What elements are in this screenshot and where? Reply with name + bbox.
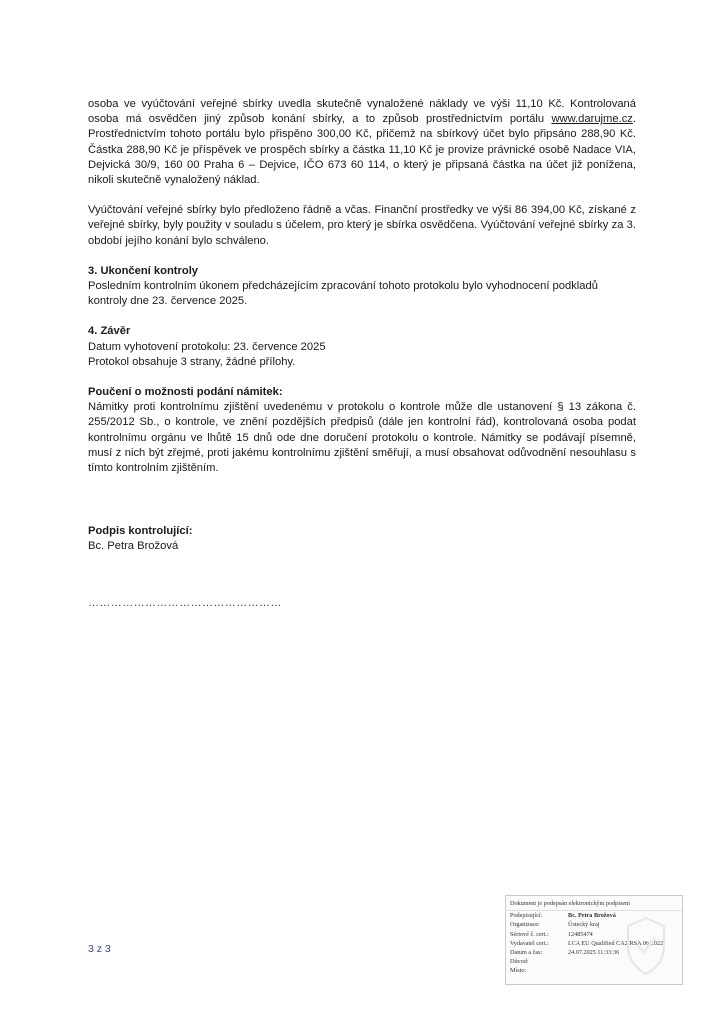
stamp-label: Sériové č. cert.: <box>510 930 549 938</box>
stamp-label: Vydavatel cert.: <box>510 939 549 947</box>
objection-text: Námitky proti kontrolnímu zjištění uvedenému v protokolu o kontrole může dle ustanovení § 13 zákona č. 255/2012 Sb., o kontrole, ve znění pozdějších předpisů (dále jen kontrolní řád), kontrolovaná osoba podat kontrolnímu orgánu ve lhůtě 15 dnů ode dne doručení protokolu o kontrole. Námitky se podávají písemně, musí z nich být zřejmé, proti jakému kontrolnímu zjištění směřují, a musí obsahovat odůvodnění nesouhlasu s tímto kontrolním zjištěním. <box>88 401 636 475</box>
stamp-value: Ústecký kraj <box>568 921 600 929</box>
objection-heading: Poučení o možnosti podání námitek: <box>88 386 283 399</box>
stamp-label: Organizace: <box>510 921 540 929</box>
section-4-heading: 4. Závěr <box>88 325 131 338</box>
document-body <box>88 97 636 555</box>
darujme-link[interactable]: www.darujme.cz <box>551 113 633 126</box>
stamp-label: Důvod: <box>510 958 529 966</box>
protocol-date: Datum vyhotovení protokolu: 23. července 2025 <box>88 340 326 353</box>
stamp-value: 12485474 <box>568 930 593 938</box>
electronic-signature-stamp <box>505 895 683 985</box>
stamp-label: Místo: <box>510 967 527 975</box>
page-number: 3 z 3 <box>88 943 111 955</box>
seal-watermark-icon <box>624 916 668 976</box>
stamp-header: Dokument je podepsán elektronickým podpisem <box>506 896 682 911</box>
paragraph-costs-text-1: osoba ve vyúčtování veřejné sbírky uvedla skutečně vynaložené náklady ve výši 11,10 Kč. Kontrolovaná osoba má osvědčen jiný způsob konání sbírky, a to způsob prostřednictvím portálu <box>88 98 636 126</box>
stamp-value: 24.07.2025 11:33:36 <box>568 949 620 957</box>
section-3-heading: 3. Ukončení kontroly <box>88 264 199 277</box>
signature-line: …………………………………………… <box>88 597 282 609</box>
stamp-value: Bc. Petra Brožová <box>568 912 616 920</box>
paragraph-costs-text-2: . Prostřednictvím tohoto portálu bylo přispěno 300,00 Kč, přičemž na sbírkový účet bylo připsáno 288,90 Kč. Částka 288,90 Kč je příspěvek ve prospěch sbírky a částka 11,10 Kč je provize právnické osobě Nadace VIA, Dejvická 30/9, 160 00 Praha 6 – Dejvice, IČO 673 60 114, o který je připsaná částka na účet již ponížena, nikoli skutečně vynaložený náklad. <box>88 113 636 187</box>
paragraph-settlement: Vyúčtování veřejné sbírky bylo předloženo řádně a včas. Finanční prostředky ve výši 86 394,00 Kč, získané z veřejné sbírky, byly použity v souladu s účelem, pro který je sbírka osvědčena. Vyúčtování veřejné sbírky za 3. období jejího konání bylo schváleno. <box>88 204 636 247</box>
section-3-text: Posledním kontrolním úkonem předcházejícím zpracování tohoto protokolu bylo vyhodnocení podkladů kontroly dne 23. července 2025. <box>88 280 598 308</box>
protocol-pages: Protokol obsahuje 3 strany, žádné přílohy. <box>88 355 296 368</box>
paragraph-costs <box>88 97 636 188</box>
stamp-label: Datum a čas: <box>510 949 543 957</box>
signature-heading: Podpis kontrolující: <box>88 525 193 538</box>
stamp-label: Podepisující: <box>510 912 543 920</box>
signer-name: Bc. Petra Brožová <box>88 540 179 553</box>
stamp-value: I.CA EU Qualified CA2/RSA 06/2022 <box>568 939 664 947</box>
